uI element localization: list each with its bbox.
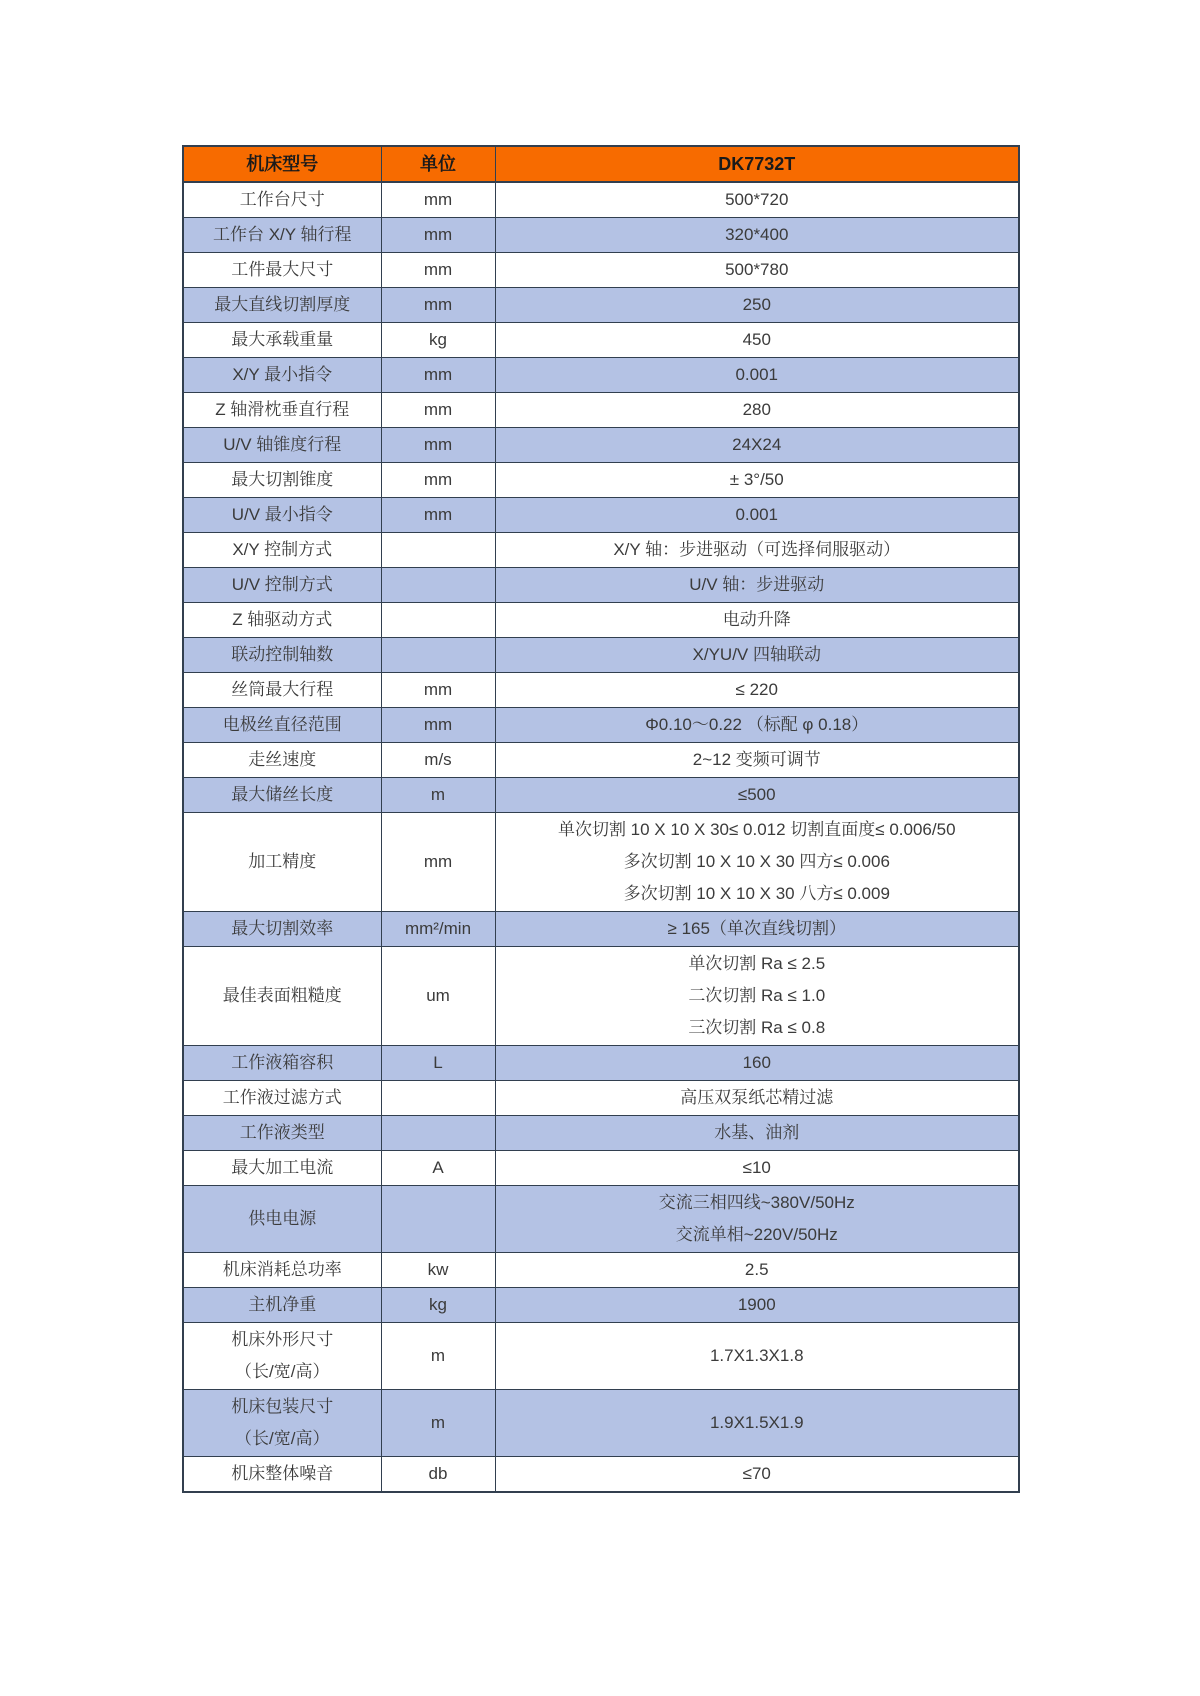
- spec-label-cell: [183, 498, 381, 533]
- spec-value-cell: [495, 428, 1019, 463]
- cell-line: mm: [423, 852, 453, 871]
- table-row: [183, 673, 1019, 708]
- cell-line: ≤70: [742, 1464, 771, 1483]
- cell-line: 24X24: [732, 435, 782, 454]
- cell-line: A: [432, 1158, 444, 1177]
- table-row: [183, 1390, 1019, 1457]
- cell-line: 丝筒最大行程: [231, 680, 334, 699]
- cell-line: 单次切割 Ra ≤ 2.5: [688, 954, 826, 973]
- spec-value-cell: [495, 1390, 1019, 1457]
- cell-line: 水基、油剂: [714, 1123, 800, 1142]
- cell-line: Z 轴滑枕垂直行程: [215, 400, 350, 419]
- spec-unit-cell: [381, 253, 495, 288]
- spec-value-cell: [495, 393, 1019, 428]
- cell-line: 最大加工电流: [231, 1158, 334, 1177]
- spec-value-cell: [495, 1116, 1019, 1151]
- table-row: [183, 912, 1019, 947]
- spec-value-cell: [495, 182, 1019, 218]
- table-row: [183, 708, 1019, 743]
- spec-unit-cell: [381, 1457, 495, 1493]
- spec-label-cell: [183, 947, 381, 1046]
- cell-line: X/YU/V 四轴联动: [692, 645, 821, 664]
- cell-line: ≥ 165（单次直线切割）: [667, 919, 846, 938]
- spec-unit-cell: [381, 743, 495, 778]
- spec-label-cell: [183, 1390, 381, 1457]
- spec-unit-cell: [381, 1186, 495, 1253]
- spec-value-cell: [495, 947, 1019, 1046]
- spec-label-cell: [183, 1323, 381, 1390]
- table-row: [183, 428, 1019, 463]
- spec-label-cell: [183, 463, 381, 498]
- cell-line: X/Y 控制方式: [232, 540, 333, 559]
- spec-value-cell: [495, 533, 1019, 568]
- cell-line: 320*400: [725, 225, 789, 244]
- cell-line: mm: [423, 400, 453, 419]
- spec-label-cell: [183, 533, 381, 568]
- cell-line: 2~12 变频可调节: [692, 750, 821, 769]
- spec-unit-cell: [381, 358, 495, 393]
- cell-line: 最大切割锥度: [231, 470, 334, 489]
- table-row: [183, 288, 1019, 323]
- cell-line: 160: [742, 1053, 771, 1072]
- spec-unit-cell: [381, 1046, 495, 1081]
- table-row: [183, 1046, 1019, 1081]
- cell-line: ± 3°/50: [729, 470, 784, 489]
- cell-line: U/V 轴：步进驱动: [689, 575, 825, 594]
- cell-line: 1.7X1.3X1.8: [709, 1346, 804, 1365]
- spec-value-cell: [495, 1457, 1019, 1493]
- cell-line: 最大直线切割厚度: [214, 295, 351, 314]
- cell-line: mm: [423, 190, 453, 209]
- cell-line: X/Y 最小指令: [232, 365, 333, 384]
- spec-value-cell: [495, 323, 1019, 358]
- spec-label-cell: [183, 1457, 381, 1493]
- spec-label-cell: [183, 323, 381, 358]
- table-row: [183, 498, 1019, 533]
- cell-line: 工作台尺寸: [239, 190, 325, 209]
- machine-spec-sheet: [182, 145, 1020, 1493]
- spec-value-cell: [495, 463, 1019, 498]
- table-row: [183, 1081, 1019, 1116]
- cell-line: kg: [429, 330, 447, 349]
- spec-value-cell: [495, 778, 1019, 813]
- table-row: [183, 463, 1019, 498]
- cell-line: 电极丝直径范围: [222, 715, 342, 734]
- cell-line: 2.5: [744, 1260, 769, 1279]
- cell-line: 高压双泵纸芯精过滤: [680, 1088, 834, 1107]
- spec-label-cell: [183, 218, 381, 253]
- spec-unit-cell: [381, 393, 495, 428]
- cell-line: 单次切割 10 X 10 X 30≤ 0.012 切割直面度≤ 0.006/50: [557, 820, 956, 839]
- spec-value-cell: [495, 1186, 1019, 1253]
- cell-line: ≤ 220: [735, 680, 778, 699]
- cell-line: 最大储丝长度: [231, 785, 334, 804]
- spec-label-cell: [183, 1288, 381, 1323]
- cell-line: mm²/min: [404, 919, 472, 938]
- spec-label-cell: [183, 1081, 381, 1116]
- spec-value-cell: [495, 603, 1019, 638]
- table-row: [183, 323, 1019, 358]
- cell-line: 交流单相~220V/50Hz: [675, 1225, 838, 1244]
- spec-unit-cell: [381, 1323, 495, 1390]
- cell-line: 500*780: [725, 260, 789, 279]
- cell-line: mm: [423, 260, 453, 279]
- cell-line: kw: [427, 1260, 449, 1279]
- spec-unit-cell: [381, 1288, 495, 1323]
- spec-unit-cell: [381, 603, 495, 638]
- cell-line: 联动控制轴数: [231, 645, 334, 664]
- cell-line: （长/宽/高）: [235, 1429, 330, 1448]
- table-row: [183, 778, 1019, 813]
- table-row: [183, 393, 1019, 428]
- spec-unit-cell: [381, 182, 495, 218]
- spec-unit-cell: [381, 428, 495, 463]
- spec-label-cell: [183, 428, 381, 463]
- spec-label-cell: [183, 673, 381, 708]
- header-unit-label: 单位: [381, 146, 495, 182]
- cell-line: 电动升降: [722, 610, 791, 629]
- cell-line: 加工精度: [248, 852, 317, 871]
- spec-unit-cell: [381, 673, 495, 708]
- cell-line: （长/宽/高）: [235, 1362, 330, 1381]
- table-row: [183, 1457, 1019, 1493]
- spec-unit-cell: [381, 568, 495, 603]
- cell-line: 走丝速度: [248, 750, 317, 769]
- spec-value-cell: [495, 673, 1019, 708]
- cell-line: 500*720: [725, 190, 789, 209]
- cell-line: um: [426, 986, 450, 1005]
- spec-value-cell: [495, 708, 1019, 743]
- spec-table: [182, 145, 1020, 1493]
- table-row: [183, 358, 1019, 393]
- spec-unit-cell: [381, 638, 495, 673]
- cell-line: 工作液箱容积: [231, 1053, 334, 1072]
- spec-label-cell: [183, 1046, 381, 1081]
- table-row: [183, 1288, 1019, 1323]
- spec-value-cell: [495, 358, 1019, 393]
- table-row: [183, 813, 1019, 912]
- cell-line: mm: [423, 295, 453, 314]
- spec-value-cell: [495, 288, 1019, 323]
- spec-unit-cell: [381, 1081, 495, 1116]
- spec-unit-cell: [381, 778, 495, 813]
- spec-value-cell: [495, 1288, 1019, 1323]
- table-row: [183, 568, 1019, 603]
- spec-label-cell: [183, 912, 381, 947]
- table-row: [183, 533, 1019, 568]
- spec-label-cell: [183, 358, 381, 393]
- spec-table-header-row: [183, 146, 1019, 182]
- cell-line: U/V 最小指令: [231, 505, 333, 524]
- table-row: [183, 1116, 1019, 1151]
- header-model-label: 机床型号: [183, 146, 381, 182]
- cell-line: 机床包装尺寸: [231, 1397, 334, 1416]
- cell-line: kg: [429, 1295, 447, 1314]
- cell-line: mm: [423, 435, 453, 454]
- table-row: [183, 603, 1019, 638]
- spec-unit-cell: [381, 463, 495, 498]
- spec-label-cell: [183, 743, 381, 778]
- table-row: [183, 218, 1019, 253]
- spec-unit-cell: [381, 1116, 495, 1151]
- spec-label-cell: [183, 182, 381, 218]
- spec-label-cell: [183, 603, 381, 638]
- cell-line: 最佳表面粗糙度: [222, 986, 342, 1005]
- spec-label-cell: [183, 1186, 381, 1253]
- spec-value-cell: [495, 743, 1019, 778]
- cell-line: 1.9X1.5X1.9: [709, 1413, 804, 1432]
- spec-label-cell: [183, 778, 381, 813]
- cell-line: 最大切割效率: [231, 919, 334, 938]
- cell-line: mm: [423, 225, 453, 244]
- cell-line: 供电电源: [248, 1209, 317, 1228]
- spec-value-cell: [495, 498, 1019, 533]
- cell-line: 机床消耗总功率: [222, 1260, 342, 1279]
- cell-line: Z 轴驱动方式: [232, 610, 333, 629]
- cell-line: U/V 轴锥度行程: [223, 435, 342, 454]
- spec-unit-cell: [381, 533, 495, 568]
- cell-line: mm: [423, 365, 453, 384]
- cell-line: mm: [423, 505, 453, 524]
- spec-label-cell: [183, 638, 381, 673]
- cell-line: 机床整体噪音: [231, 1464, 334, 1483]
- cell-line: m: [430, 1346, 446, 1365]
- cell-line: 主机净重: [248, 1295, 317, 1314]
- table-row: [183, 947, 1019, 1046]
- table-row: [183, 1253, 1019, 1288]
- spec-value-cell: [495, 568, 1019, 603]
- spec-value-cell: [495, 1323, 1019, 1390]
- cell-line: 三次切割 Ra ≤ 0.8: [688, 1018, 826, 1037]
- cell-line: ≤500: [737, 785, 776, 804]
- spec-unit-cell: [381, 813, 495, 912]
- spec-value-cell: [495, 1081, 1019, 1116]
- cell-line: 450: [742, 330, 771, 349]
- cell-line: 最大承载重量: [231, 330, 334, 349]
- spec-unit-cell: [381, 1390, 495, 1457]
- cell-line: m: [430, 785, 446, 804]
- table-row: [183, 638, 1019, 673]
- cell-line: db: [428, 1464, 448, 1483]
- spec-label-cell: [183, 253, 381, 288]
- cell-line: 工作液过滤方式: [222, 1088, 342, 1107]
- spec-unit-cell: [381, 1253, 495, 1288]
- spec-value-cell: [495, 1046, 1019, 1081]
- table-row: [183, 743, 1019, 778]
- table-row: [183, 253, 1019, 288]
- spec-unit-cell: [381, 498, 495, 533]
- cell-line: U/V 控制方式: [231, 575, 333, 594]
- cell-line: 0.001: [735, 365, 779, 384]
- spec-unit-cell: [381, 288, 495, 323]
- cell-line: Φ0.10～0.22 （标配 φ 0.18）: [645, 715, 869, 734]
- spec-label-cell: [183, 1151, 381, 1186]
- cell-line: 工件最大尺寸: [231, 260, 334, 279]
- cell-line: 交流三相四线~380V/50Hz: [658, 1193, 855, 1212]
- cell-line: m: [430, 1413, 446, 1432]
- spec-unit-cell: [381, 218, 495, 253]
- cell-line: 多次切割 10 X 10 X 30 八方≤ 0.009: [623, 884, 890, 903]
- spec-unit-cell: [381, 912, 495, 947]
- spec-label-cell: [183, 288, 381, 323]
- spec-label-cell: [183, 1253, 381, 1288]
- cell-line: 250: [742, 295, 771, 314]
- spec-label-cell: [183, 813, 381, 912]
- cell-line: ≤10: [742, 1158, 771, 1177]
- cell-line: mm: [423, 680, 453, 699]
- cell-line: L: [433, 1053, 443, 1072]
- spec-value-cell: [495, 813, 1019, 912]
- spec-value-cell: [495, 218, 1019, 253]
- spec-label-cell: [183, 1116, 381, 1151]
- cell-line: 1900: [737, 1295, 776, 1314]
- spec-label-cell: [183, 708, 381, 743]
- spec-table-body: [183, 182, 1019, 1492]
- table-row: [183, 1186, 1019, 1253]
- header-model-value: DK7732T: [495, 146, 1019, 182]
- spec-value-cell: [495, 253, 1019, 288]
- cell-line: mm: [423, 470, 453, 489]
- cell-line: X/Y 轴：步进驱动（可选择伺服驱动）: [613, 540, 901, 559]
- cell-line: 280: [742, 400, 771, 419]
- cell-line: 多次切割 10 X 10 X 30 四方≤ 0.006: [623, 852, 890, 871]
- spec-value-cell: [495, 1151, 1019, 1186]
- cell-line: m/s: [424, 750, 452, 769]
- cell-line: mm: [423, 715, 453, 734]
- spec-unit-cell: [381, 1151, 495, 1186]
- table-row: [183, 182, 1019, 218]
- spec-value-cell: [495, 1253, 1019, 1288]
- table-row: [183, 1151, 1019, 1186]
- cell-line: 机床外形尺寸: [231, 1330, 334, 1349]
- cell-line: 二次切割 Ra ≤ 1.0: [688, 986, 826, 1005]
- table-row: [183, 1323, 1019, 1390]
- spec-label-cell: [183, 568, 381, 603]
- spec-label-cell: [183, 393, 381, 428]
- spec-value-cell: [495, 638, 1019, 673]
- cell-line: 0.001: [735, 505, 779, 524]
- cell-line: 工作台 X/Y 轴行程: [212, 225, 352, 244]
- spec-value-cell: [495, 912, 1019, 947]
- spec-unit-cell: [381, 708, 495, 743]
- spec-unit-cell: [381, 323, 495, 358]
- spec-unit-cell: [381, 947, 495, 1046]
- cell-line: 工作液类型: [239, 1123, 325, 1142]
